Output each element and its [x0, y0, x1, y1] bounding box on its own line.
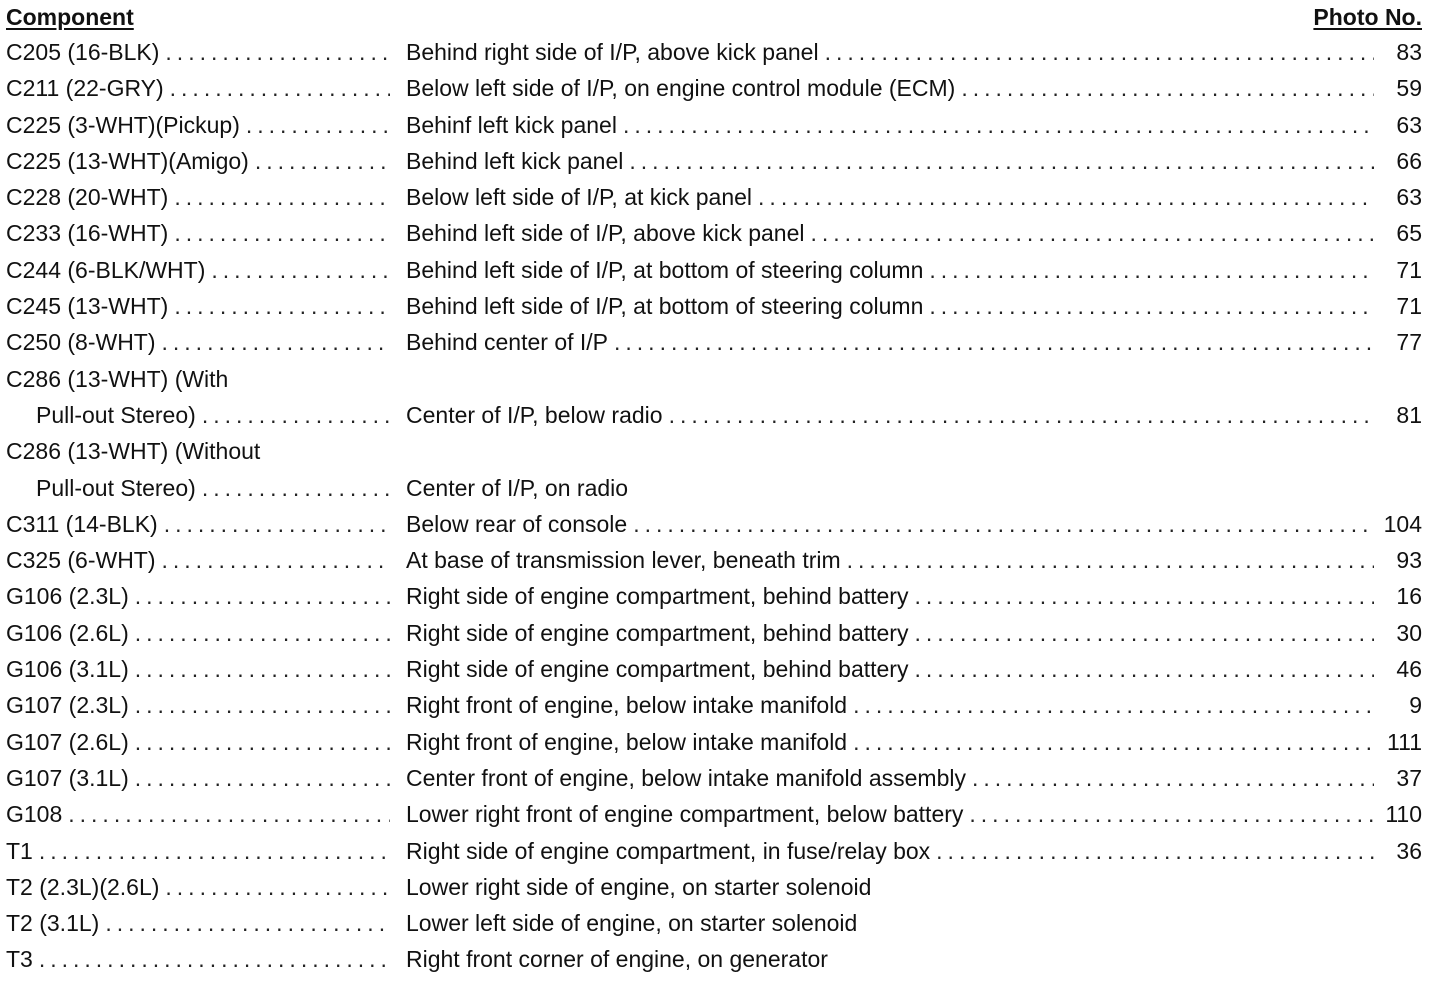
location-cell — [406, 288, 1374, 324]
component-cell — [6, 107, 390, 143]
component-name: G107 (3.1L) — [6, 760, 135, 796]
dot-leader — [929, 252, 1374, 288]
photo-number: 93 — [1396, 547, 1422, 574]
dot-leader — [969, 796, 1374, 832]
component-cell — [6, 687, 390, 723]
location-text: Right front of engine, below intake manifold — [406, 692, 848, 719]
component-cell — [6, 70, 390, 106]
table-row — [6, 470, 1422, 506]
component-cell — [6, 542, 390, 578]
component-name: C225 (3-WHT)(Pickup) — [6, 107, 246, 143]
component-name: G106 (2.3L) — [6, 578, 135, 614]
location-text: Below left side of I/P, on engine control module (ECM) — [406, 75, 956, 102]
table-row — [6, 615, 1422, 651]
dot-leader — [135, 615, 390, 651]
dot-leader — [162, 542, 390, 578]
table-row — [6, 215, 1422, 251]
table-row — [6, 34, 1422, 70]
component-name: C211 (22-GRY) — [6, 70, 170, 106]
dot-leader — [165, 869, 390, 905]
component-cell — [6, 578, 390, 614]
table-row — [6, 760, 1422, 796]
photo-number: 81 — [1396, 401, 1422, 428]
table-row — [6, 324, 1422, 360]
table-row — [6, 252, 1422, 288]
dot-leader — [847, 542, 1374, 578]
dot-leader — [669, 397, 1374, 433]
location-cell — [406, 905, 1374, 941]
photo-number: 63 — [1396, 111, 1422, 138]
location-cell — [406, 651, 1374, 687]
component-name: G106 (2.6L) — [6, 615, 135, 651]
location-text: Behind left side of I/P, at bottom of steering column — [406, 256, 924, 283]
location-text: Right front corner of engine, on generator — [406, 946, 828, 973]
table-row — [6, 833, 1422, 869]
location-text: Right side of engine compartment, behind battery — [406, 619, 909, 646]
component-cell — [6, 324, 390, 360]
location-text: Right side of engine compartment, behind battery — [406, 583, 909, 610]
location-text: Behind left side of I/P, at bottom of steering column — [406, 293, 924, 320]
dot-leader — [135, 578, 390, 614]
dot-leader — [135, 687, 390, 723]
photo-number: 71 — [1396, 293, 1422, 320]
location-cell — [406, 760, 1374, 796]
table-row — [6, 288, 1422, 324]
component-cell — [6, 433, 390, 469]
location-text: Behind right side of I/P, above kick panel — [406, 39, 819, 65]
component-name: T1 — [6, 833, 39, 869]
component-cell — [6, 143, 390, 179]
table-row — [6, 433, 1422, 469]
dot-leader — [633, 506, 1374, 542]
dot-leader — [811, 215, 1374, 251]
table-row — [6, 724, 1422, 760]
component-name: C244 (6-BLK/WHT) — [6, 252, 211, 288]
dot-leader — [165, 34, 390, 70]
table-row — [6, 397, 1422, 433]
photo-number: 83 — [1396, 39, 1422, 65]
dot-leader — [135, 651, 390, 687]
photo-number: 36 — [1396, 837, 1422, 864]
photo-number: 37 — [1396, 764, 1422, 791]
table-row — [6, 941, 1422, 977]
photo-number: 71 — [1396, 256, 1422, 283]
photo-number: 111 — [1387, 728, 1422, 755]
dot-leader — [914, 615, 1374, 651]
component-cell — [6, 397, 390, 433]
location-text: Lower right side of engine, on starter solenoid — [406, 873, 872, 900]
location-cell — [406, 34, 1374, 70]
location-text: Behind center of I/P — [406, 329, 609, 356]
location-text: Below left side of I/P, at kick panel — [406, 184, 753, 211]
component-cell — [6, 941, 390, 977]
dot-leader — [629, 143, 1374, 179]
component-name: G106 (3.1L) — [6, 651, 135, 687]
photo-number: 110 — [1385, 801, 1422, 828]
dot-leader — [758, 179, 1374, 215]
component-name: G108 — [6, 796, 68, 832]
location-text: At base of transmission lever, beneath trim — [406, 547, 841, 574]
dot-leader — [39, 941, 390, 977]
location-cell — [406, 833, 1374, 869]
location-text: Below rear of console — [406, 510, 628, 537]
dot-leader — [961, 70, 1374, 106]
location-text: Center of I/P, on radio — [406, 474, 629, 501]
table-row — [6, 70, 1422, 106]
location-cell — [406, 687, 1374, 723]
component-column-header: Component — [6, 4, 134, 30]
dot-leader — [623, 107, 1374, 143]
dot-leader — [39, 833, 390, 869]
photo-number: 30 — [1396, 619, 1422, 646]
location-text: Lower right front of engine compartment, below battery — [406, 801, 964, 828]
table-row — [6, 796, 1422, 832]
component-cell — [6, 796, 390, 832]
location-cell — [406, 252, 1374, 288]
component-cell — [6, 215, 390, 251]
component-cell — [6, 506, 390, 542]
dot-leader — [936, 833, 1374, 869]
location-cell — [406, 143, 1374, 179]
dot-leader — [914, 651, 1374, 687]
component-cell — [6, 869, 390, 905]
dot-leader — [162, 324, 390, 360]
location-cell — [406, 941, 1374, 977]
dot-leader — [68, 796, 390, 832]
table-header — [6, 0, 1422, 34]
table-row — [6, 361, 1422, 397]
photo-number: 104 — [1383, 510, 1422, 537]
table-row — [6, 578, 1422, 614]
location-cell — [406, 869, 1374, 905]
component-name: T2 (2.3L)(2.6L) — [6, 869, 165, 905]
dot-leader — [174, 215, 390, 251]
component-cell — [6, 179, 390, 215]
location-text: Center front of engine, below intake manifold assembly — [406, 764, 966, 791]
component-name: G107 (2.3L) — [6, 687, 135, 723]
dot-leader — [211, 252, 390, 288]
photo-number: 9 — [1409, 692, 1422, 719]
photo-number-column-header: Photo No. — [1313, 4, 1422, 30]
location-cell — [406, 724, 1374, 760]
photo-number: 16 — [1396, 583, 1422, 610]
location-cell — [406, 506, 1374, 542]
location-text: Lower left side of engine, on starter solenoid — [406, 910, 858, 937]
table-row — [6, 651, 1422, 687]
component-name: C286 (13-WHT) (Without — [6, 433, 266, 469]
component-locator-table — [6, 0, 1422, 978]
component-name: G107 (2.6L) — [6, 724, 135, 760]
component-name: C245 (13-WHT) — [6, 288, 174, 324]
location-text: Right side of engine compartment, in fuse/relay box — [406, 837, 931, 864]
dot-leader — [853, 687, 1374, 723]
dot-leader — [170, 70, 390, 106]
table-row — [6, 107, 1422, 143]
component-name: Pull-out Stereo) — [36, 470, 202, 506]
location-cell — [406, 615, 1374, 651]
location-text: Right front of engine, below intake manifold — [406, 728, 848, 755]
location-text: Behind left kick panel — [406, 147, 624, 174]
dot-leader — [853, 724, 1374, 760]
component-name: C311 (14-BLK) — [6, 506, 164, 542]
component-name: Pull-out Stereo) — [36, 397, 202, 433]
component-cell — [6, 470, 390, 506]
table-row — [6, 179, 1422, 215]
component-cell — [6, 760, 390, 796]
component-name: T3 — [6, 941, 39, 977]
table-body — [6, 34, 1422, 978]
component-name: C286 (13-WHT) (With — [6, 361, 234, 397]
component-cell — [6, 252, 390, 288]
component-name: T2 (3.1L) — [6, 905, 105, 941]
photo-number: 46 — [1396, 656, 1422, 683]
dot-leader — [614, 324, 1374, 360]
location-text: Behinf left kick panel — [406, 111, 617, 138]
location-cell — [406, 542, 1374, 578]
location-cell — [406, 470, 1374, 506]
location-cell — [406, 70, 1374, 106]
photo-number: 59 — [1396, 75, 1422, 102]
dot-leader — [164, 506, 390, 542]
component-cell — [6, 724, 390, 760]
component-cell — [6, 288, 390, 324]
dot-leader — [105, 905, 390, 941]
table-row — [6, 869, 1422, 905]
dot-leader — [246, 107, 390, 143]
dot-leader — [202, 470, 390, 506]
location-cell — [406, 179, 1374, 215]
component-cell — [6, 905, 390, 941]
dot-leader — [174, 179, 390, 215]
component-cell — [6, 361, 390, 397]
table-row — [6, 687, 1422, 723]
component-cell — [6, 833, 390, 869]
location-text: Center of I/P, below radio — [406, 401, 663, 428]
table-row — [6, 143, 1422, 179]
location-text: Behind left side of I/P, above kick panel — [406, 220, 805, 247]
photo-number: 77 — [1396, 329, 1422, 356]
table-row — [6, 542, 1422, 578]
location-cell — [406, 324, 1374, 360]
component-name: C225 (13-WHT)(Amigo) — [6, 143, 255, 179]
component-name: C325 (6-WHT) — [6, 542, 162, 578]
location-cell — [406, 215, 1374, 251]
dot-leader — [135, 760, 390, 796]
dot-leader — [825, 34, 1374, 70]
component-cell — [6, 615, 390, 651]
component-name: C205 (16-BLK) — [6, 34, 165, 70]
photo-number: 65 — [1396, 220, 1422, 247]
component-name: C250 (8-WHT) — [6, 324, 162, 360]
component-cell — [6, 651, 390, 687]
location-cell — [406, 578, 1374, 614]
dot-leader — [914, 578, 1374, 614]
dot-leader — [174, 288, 390, 324]
component-cell — [6, 34, 390, 70]
dot-leader — [135, 724, 390, 760]
photo-number: 66 — [1396, 147, 1422, 174]
dot-leader — [255, 143, 390, 179]
table-row — [6, 506, 1422, 542]
component-name: C233 (16-WHT) — [6, 215, 174, 251]
table-row — [6, 905, 1422, 941]
component-name: C228 (20-WHT) — [6, 179, 174, 215]
dot-leader — [202, 397, 390, 433]
location-cell — [406, 796, 1374, 832]
location-cell — [406, 107, 1374, 143]
location-cell — [406, 397, 1374, 433]
location-text: Right side of engine compartment, behind battery — [406, 656, 909, 683]
dot-leader — [929, 288, 1374, 324]
photo-number: 63 — [1396, 184, 1422, 211]
dot-leader — [972, 760, 1374, 796]
